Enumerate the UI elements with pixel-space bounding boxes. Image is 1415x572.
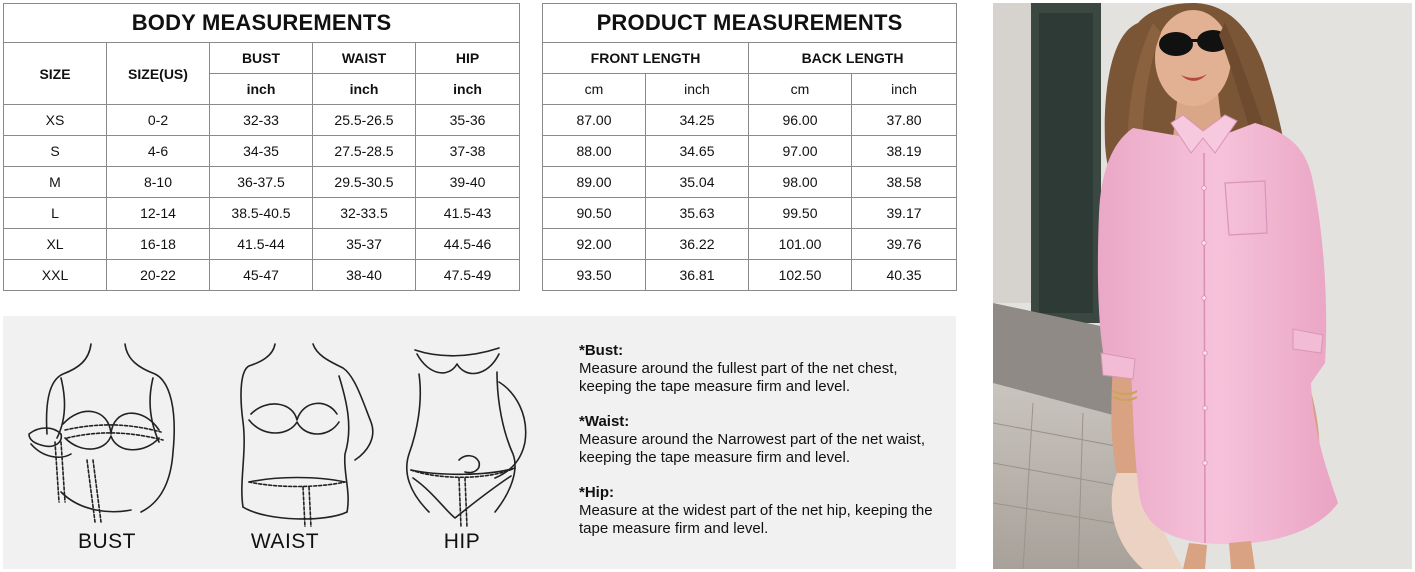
- header-bust: BUST: [210, 43, 313, 74]
- cell: 39.17: [852, 198, 957, 229]
- cell: 37.80: [852, 105, 957, 136]
- cell: 41.5-43: [416, 198, 520, 229]
- cell: 98.00: [749, 167, 852, 198]
- cell: 0-2: [107, 105, 210, 136]
- product-photo: [993, 3, 1412, 569]
- body-measurements-table: [3, 3, 520, 291]
- note-title: *Waist:: [579, 413, 630, 430]
- cell: 90.50: [543, 198, 646, 229]
- cell: 44.5-46: [416, 229, 520, 260]
- measuring-guide: [3, 316, 956, 569]
- header-waist: WAIST: [313, 43, 416, 74]
- cell: L: [4, 198, 107, 229]
- table-row: [4, 260, 520, 291]
- cell: 32-33: [210, 105, 313, 136]
- note-text: Measure around the Narrowest part of the net waist, keeping the tape measure firm and level.: [579, 431, 926, 466]
- header-back-length: BACK LENGTH: [749, 43, 957, 74]
- table-row: [543, 198, 957, 229]
- cell: 34-35: [210, 136, 313, 167]
- body-table-title: BODY MEASUREMENTS: [4, 4, 520, 43]
- unit-bust: inch: [210, 74, 313, 105]
- table-row: [4, 198, 520, 229]
- cell: 38.58: [852, 167, 957, 198]
- model-in-pink-shirt-dress-image: [993, 3, 1412, 569]
- note-text: Measure at the widest part of the net hip, keeping the tape measure firm and level.: [579, 502, 933, 537]
- cell: 99.50: [749, 198, 852, 229]
- cell: 36.22: [646, 229, 749, 260]
- cell: 27.5-28.5: [313, 136, 416, 167]
- cell: 39-40: [416, 167, 520, 198]
- hip-figure-illustration: [399, 342, 549, 527]
- unit-waist: inch: [313, 74, 416, 105]
- cell: 38.19: [852, 136, 957, 167]
- cell: 97.00: [749, 136, 852, 167]
- cell: 16-18: [107, 229, 210, 260]
- cell: 47.5-49: [416, 260, 520, 291]
- cell: 38.5-40.5: [210, 198, 313, 229]
- note-title: *Bust:: [579, 342, 624, 359]
- cell: 88.00: [543, 136, 646, 167]
- cell: 37-38: [416, 136, 520, 167]
- bust-figure-illustration: [21, 342, 196, 527]
- cell: 93.50: [543, 260, 646, 291]
- cell: M: [4, 167, 107, 198]
- cell: 101.00: [749, 229, 852, 260]
- cell: 45-47: [210, 260, 313, 291]
- cell: 36.81: [646, 260, 749, 291]
- cell: XXL: [4, 260, 107, 291]
- table-row: [4, 229, 520, 260]
- cell: 35.04: [646, 167, 749, 198]
- header-hip: HIP: [416, 43, 520, 74]
- cell: XL: [4, 229, 107, 260]
- cell: 41.5-44: [210, 229, 313, 260]
- cell: 35-37: [313, 229, 416, 260]
- measurement-notes: [579, 342, 954, 555]
- note-text: Measure around the fullest part of the net chest, keeping the tape measure firm and level.: [579, 360, 898, 395]
- cell: 25.5-26.5: [313, 105, 416, 136]
- note-hip: [579, 484, 954, 538]
- cell: S: [4, 136, 107, 167]
- table-row: [543, 260, 957, 291]
- table-row: [543, 229, 957, 260]
- cell: 92.00: [543, 229, 646, 260]
- note-bust: [579, 342, 954, 396]
- header-size-us: SIZE(US): [107, 43, 210, 105]
- cell: 34.25: [646, 105, 749, 136]
- cell: 96.00: [749, 105, 852, 136]
- cell: 35.63: [646, 198, 749, 229]
- table-row: [543, 167, 957, 198]
- cell: 35-36: [416, 105, 520, 136]
- cell: 12-14: [107, 198, 210, 229]
- product-measurements-table: [542, 3, 957, 291]
- note-title: *Hip:: [579, 484, 614, 501]
- table-row: [543, 105, 957, 136]
- cell: 36-37.5: [210, 167, 313, 198]
- cell: 4-6: [107, 136, 210, 167]
- table-row: [543, 136, 957, 167]
- cell: 89.00: [543, 167, 646, 198]
- table-row: [4, 136, 520, 167]
- cell: 34.65: [646, 136, 749, 167]
- product-table-title: PRODUCT MEASUREMENTS: [543, 4, 957, 43]
- bust-figure-label: BUST: [77, 530, 136, 553]
- unit-front-cm: cm: [543, 74, 646, 105]
- cell: 39.76: [852, 229, 957, 260]
- cell: 38-40: [313, 260, 416, 291]
- table-row: [4, 105, 520, 136]
- unit-back-inch: inch: [852, 74, 957, 105]
- header-size: SIZE: [4, 43, 107, 105]
- note-waist: [579, 413, 954, 467]
- waist-figure-illustration: [227, 342, 387, 527]
- cell: 40.35: [852, 260, 957, 291]
- cell: 87.00: [543, 105, 646, 136]
- unit-hip: inch: [416, 74, 520, 105]
- header-front-length: FRONT LENGTH: [543, 43, 749, 74]
- waist-figure-label: WAIST: [250, 530, 320, 553]
- table-row: [4, 167, 520, 198]
- cell: 29.5-30.5: [313, 167, 416, 198]
- cell: 32-33.5: [313, 198, 416, 229]
- unit-front-inch: inch: [646, 74, 749, 105]
- unit-back-cm: cm: [749, 74, 852, 105]
- hip-figure-label: HIP: [443, 530, 481, 553]
- cell: XS: [4, 105, 107, 136]
- cell: 8-10: [107, 167, 210, 198]
- cell: 20-22: [107, 260, 210, 291]
- cell: 102.50: [749, 260, 852, 291]
